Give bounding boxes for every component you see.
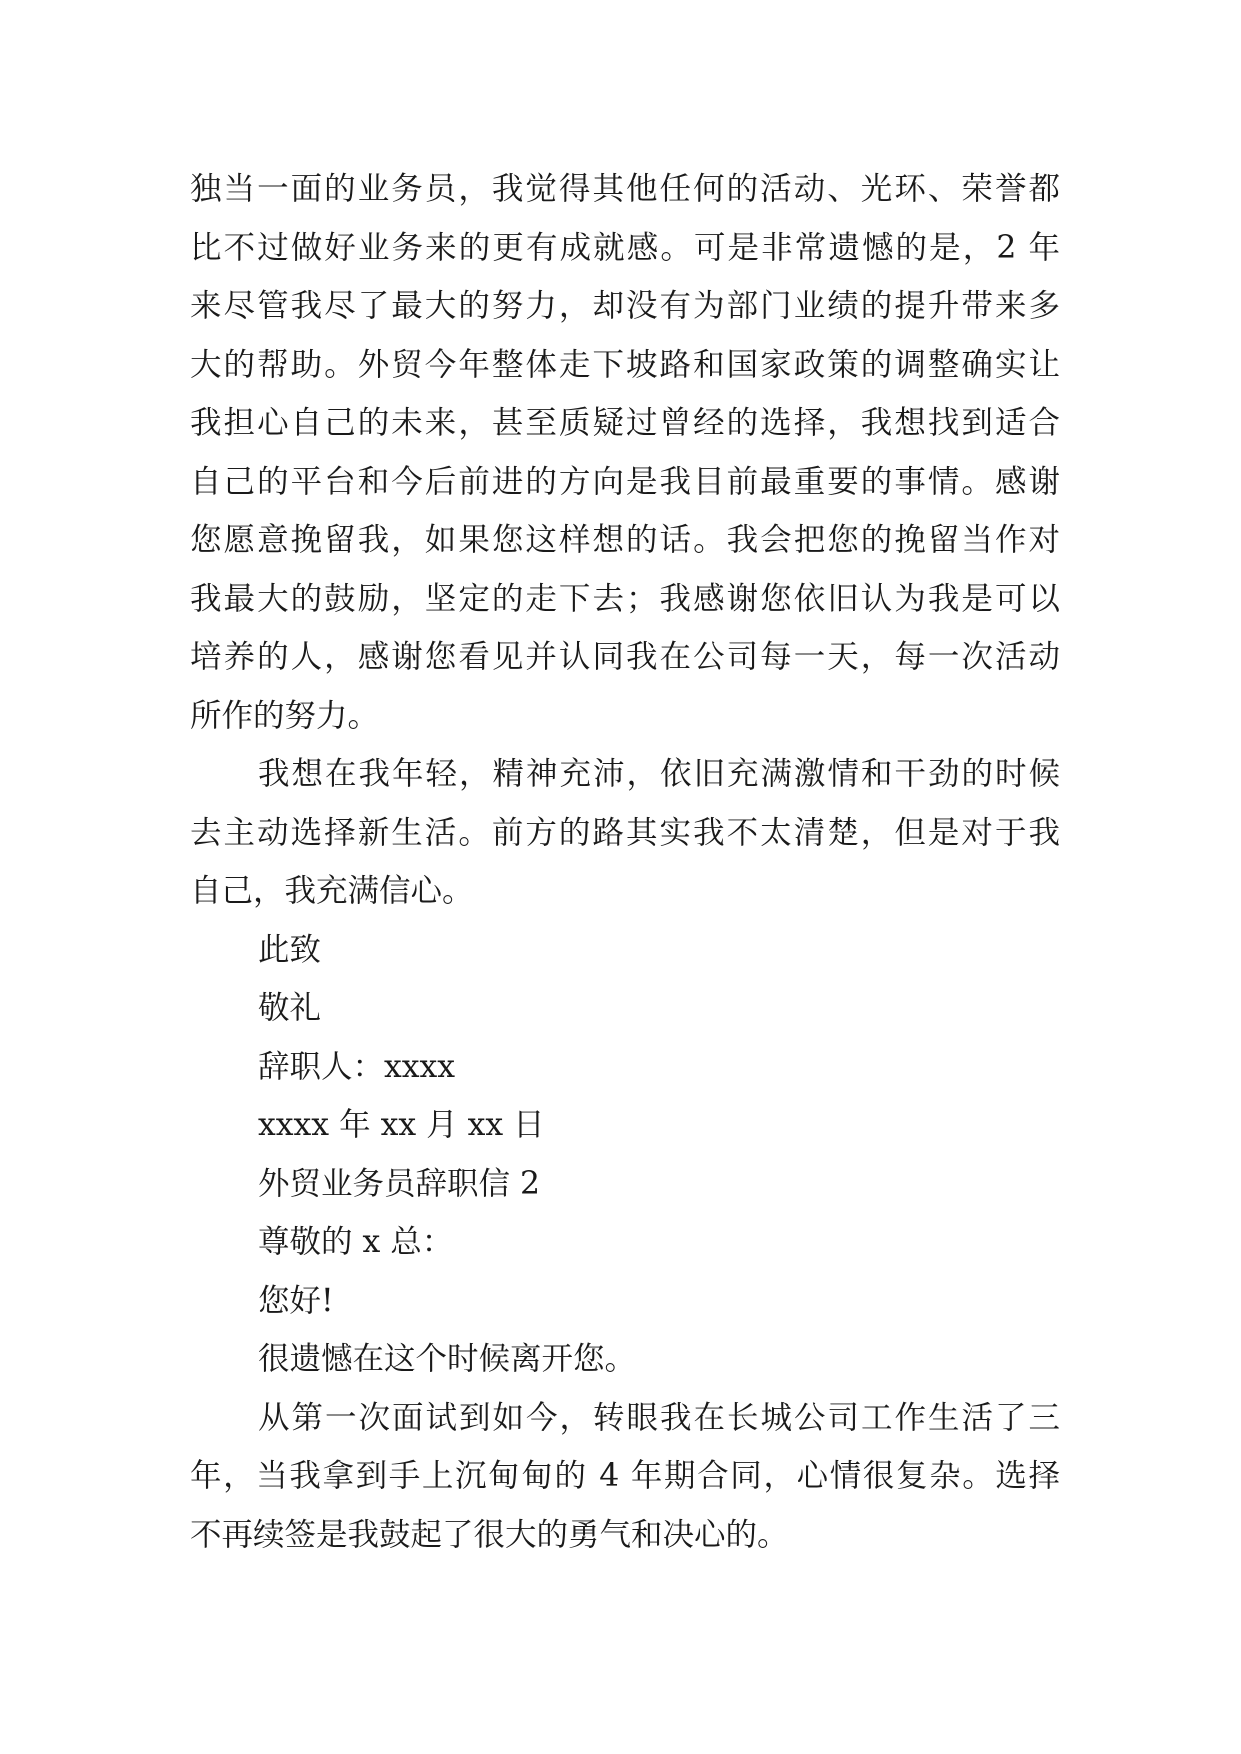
document-page [190, 160, 1060, 1564]
text-line: 来尽管我尽了最大的努力，却没有为部门业绩的提升带来多 [190, 288, 1060, 324]
text-line: 我想在我年轻，精神充沛，依旧充满激情和干劲的时候 [258, 756, 1060, 792]
paragraph [190, 1389, 1060, 1565]
text-line: 培养的人，感谢您看见并认同我在公司每一天，每一次活动 [190, 639, 1060, 675]
signature-date: xxxx 年 xx 月 xx 日 [258, 1107, 545, 1143]
text-line: 自己，我充满信心。 [190, 873, 474, 909]
text-line: 比不过做好业务来的更有成就感。可是非常遗憾的是，2 年 [190, 229, 1060, 266]
letter-title: 外贸业务员辞职信 2 [258, 1165, 541, 1202]
closing-greeting: 此致 [258, 931, 322, 968]
text-line: 所作的努力。 [190, 697, 380, 734]
text-line: 我最大的鼓励，坚定的走下去；我感谢您依旧认为我是可以 [190, 580, 1060, 617]
text-line: 年，当我拿到手上沉甸甸的 4 年期合同，心情很复杂。选择 [190, 1458, 1060, 1494]
text-line: 大的帮助。外贸今年整体走下坡路和国家政策的调整确实让 [190, 346, 1060, 383]
paragraph-continuation [190, 160, 1060, 745]
text-line: 从第一次面试到如今，转眼我在长城公司工作生活了三 [258, 1399, 1060, 1436]
closing-salute: 敬礼 [258, 990, 322, 1026]
paragraph [190, 745, 1060, 921]
text-line: 我担心自己的未来，甚至质疑过曾经的选择，我想找到适合 [190, 405, 1060, 441]
signature-name: 辞职人：xxxx [258, 1048, 456, 1085]
opening-sentence: 很遗憾在这个时候离开您。 [258, 1341, 637, 1377]
text-line: 去主动选择新生活。前方的路其实我不太清楚，但是对于我 [190, 814, 1060, 851]
text-line: 独当一面的业务员，我觉得其他任何的活动、光环、荣誉都 [190, 171, 1060, 207]
greeting: 您好! [258, 1282, 334, 1319]
text-line: 您愿意挽留我，如果您这样想的话。我会把您的挽留当作对 [190, 522, 1060, 558]
salutation: 尊敬的 x 总： [258, 1224, 454, 1260]
text-line: 不再续签是我鼓起了很大的勇气和决心的。 [190, 1516, 789, 1553]
text-line: 自己的平台和今后前进的方向是我目前最重要的事情。感谢 [190, 463, 1060, 500]
